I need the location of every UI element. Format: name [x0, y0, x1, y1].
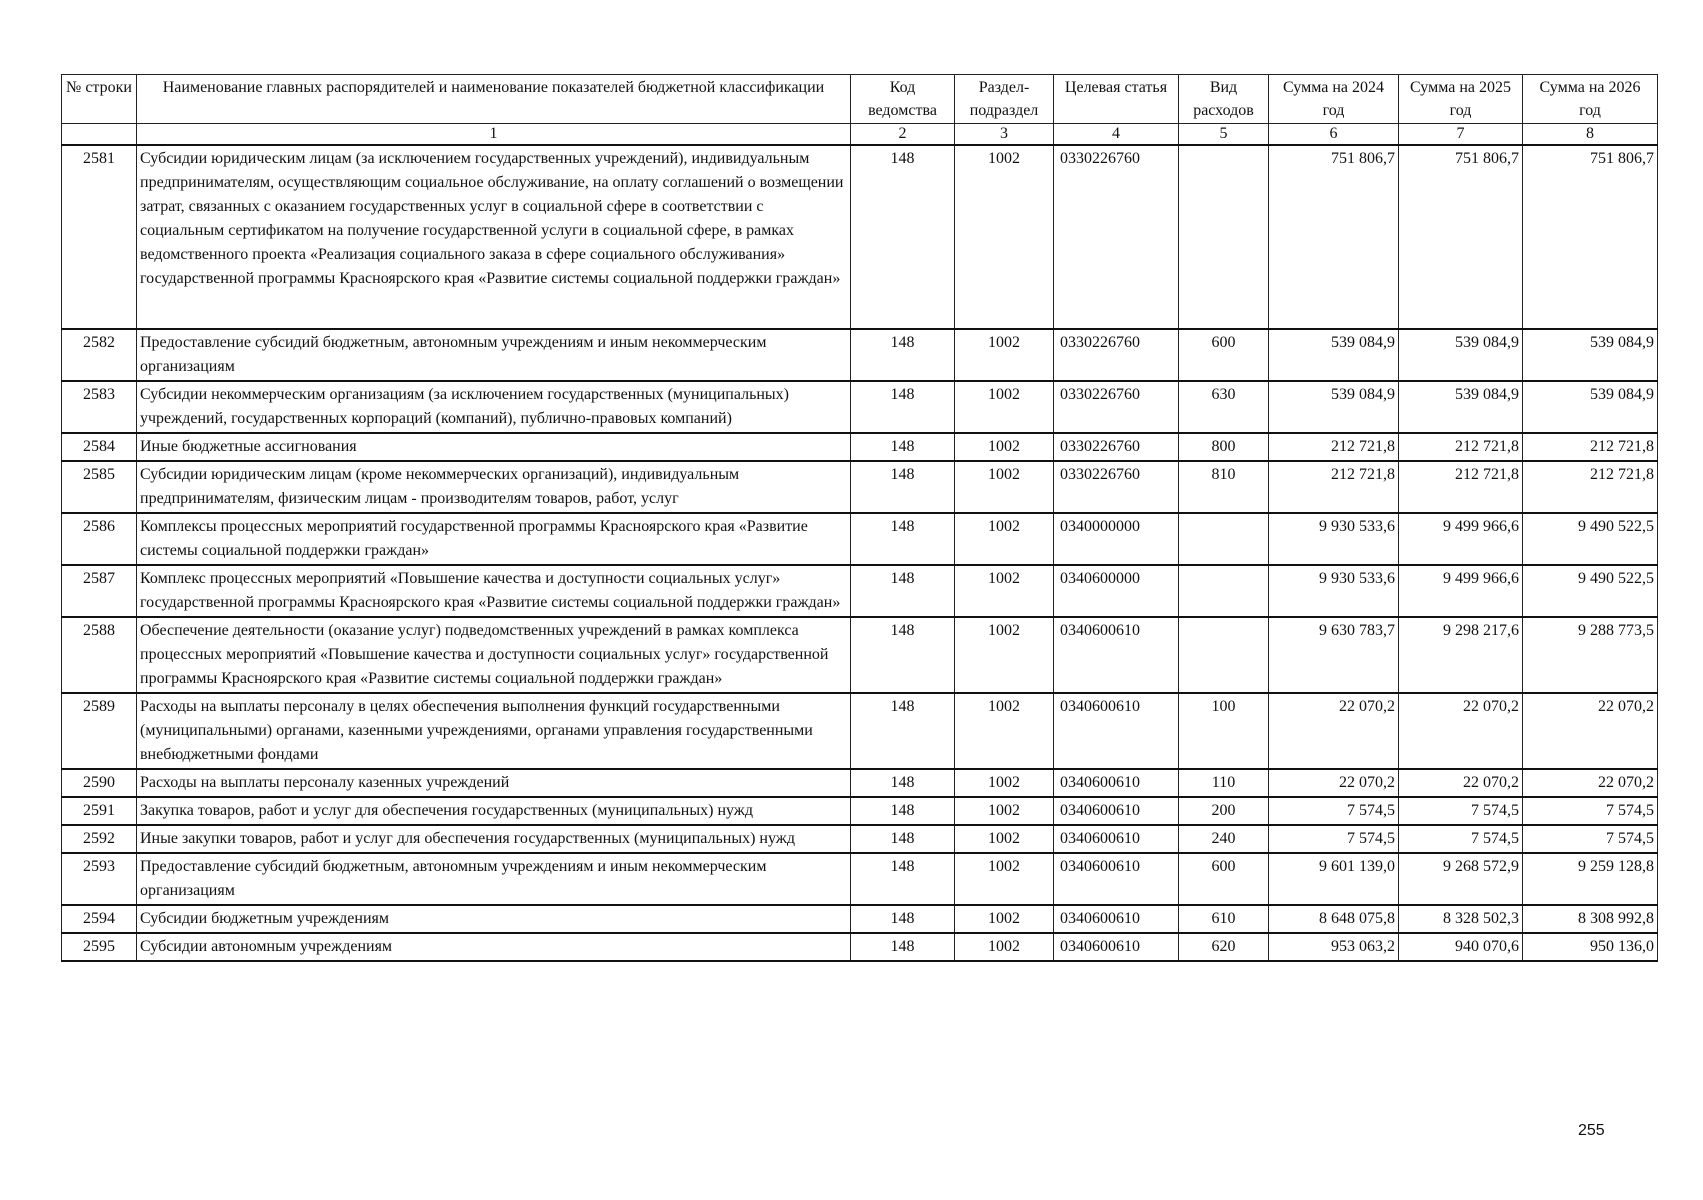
row-sum-2025: 539 084,9 — [1399, 329, 1523, 381]
table-row — [62, 381, 1658, 433]
header-sum-2026: Сумма на 2026 год — [1523, 75, 1658, 124]
row-sum-2025: 22 070,2 — [1399, 769, 1523, 797]
row-section: 1002 — [955, 461, 1054, 513]
header-row-no: № строки — [62, 75, 137, 124]
header-dept-code: Код ведомства — [851, 75, 955, 124]
col-number: 5 — [1179, 124, 1269, 146]
row-number: 2587 — [62, 565, 137, 617]
row-dept-code: 148 — [851, 617, 955, 693]
row-target: 0340600610 — [1054, 853, 1179, 905]
col-number: 8 — [1523, 124, 1658, 146]
row-number: 2584 — [62, 433, 137, 461]
row-sum-2024: 9 930 533,6 — [1269, 513, 1399, 565]
row-sum-2026: 950 136,0 — [1523, 933, 1658, 961]
row-dept-code: 148 — [851, 853, 955, 905]
row-sum-2026: 539 084,9 — [1523, 381, 1658, 433]
table-row — [62, 461, 1658, 513]
row-sum-2024: 539 084,9 — [1269, 381, 1399, 433]
row-sum-2024: 9 930 533,6 — [1269, 565, 1399, 617]
row-sum-2026: 7 574,5 — [1523, 797, 1658, 825]
row-sum-2026: 9 259 128,8 — [1523, 853, 1658, 905]
row-name: Иные закупки товаров, работ и услуг для обеспечения государственных (муниципальных) нужд — [137, 825, 851, 853]
row-sum-2025: 212 721,8 — [1399, 461, 1523, 513]
table-row — [62, 565, 1658, 617]
row-sum-2024: 9 630 783,7 — [1269, 617, 1399, 693]
row-number: 2586 — [62, 513, 137, 565]
row-section: 1002 — [955, 769, 1054, 797]
row-name: Комплексы процессных мероприятий государственной программы Красноярского края «Развитие системы социальной поддержки граждан» — [137, 513, 851, 565]
row-name: Субсидии бюджетным учреждениям — [137, 905, 851, 933]
table-row — [62, 905, 1658, 933]
row-exp-type — [1179, 513, 1269, 565]
row-target: 0340600610 — [1054, 905, 1179, 933]
row-section: 1002 — [955, 853, 1054, 905]
row-dept-code: 148 — [851, 461, 955, 513]
row-section: 1002 — [955, 905, 1054, 933]
row-target: 0330226760 — [1054, 145, 1179, 329]
row-sum-2026: 9 490 522,5 — [1523, 513, 1658, 565]
row-sum-2024: 953 063,2 — [1269, 933, 1399, 961]
row-name: Расходы на выплаты персоналу в целях обеспечения выполнения функций государственными (муниципальными) органами, казенными учреждениями, органами управления государственными внебюджетными фондами — [137, 693, 851, 769]
row-sum-2026: 539 084,9 — [1523, 329, 1658, 381]
header-target: Целевая статья — [1054, 75, 1179, 124]
row-number: 2590 — [62, 769, 137, 797]
row-target: 0340600610 — [1054, 825, 1179, 853]
row-target: 0330226760 — [1054, 433, 1179, 461]
row-sum-2024: 22 070,2 — [1269, 769, 1399, 797]
row-sum-2026: 212 721,8 — [1523, 433, 1658, 461]
row-dept-code: 148 — [851, 565, 955, 617]
col-number: 2 — [851, 124, 955, 146]
budget-table-sheet — [61, 74, 1657, 962]
table-row — [62, 145, 1658, 329]
row-exp-type: 240 — [1179, 825, 1269, 853]
header-sum-2024: Сумма на 2024 год — [1269, 75, 1399, 124]
row-section: 1002 — [955, 329, 1054, 381]
row-sum-2025: 8 328 502,3 — [1399, 905, 1523, 933]
row-sum-2026: 7 574,5 — [1523, 825, 1658, 853]
row-dept-code: 148 — [851, 825, 955, 853]
row-exp-type: 200 — [1179, 797, 1269, 825]
row-sum-2025: 7 574,5 — [1399, 797, 1523, 825]
row-section: 1002 — [955, 693, 1054, 769]
column-number-row — [62, 124, 1658, 146]
header-exp-type: Вид расходов — [1179, 75, 1269, 124]
row-section: 1002 — [955, 433, 1054, 461]
table-row — [62, 433, 1658, 461]
row-section: 1002 — [955, 513, 1054, 565]
row-target: 0330226760 — [1054, 329, 1179, 381]
row-exp-type — [1179, 565, 1269, 617]
row-exp-type: 110 — [1179, 769, 1269, 797]
table-row — [62, 513, 1658, 565]
row-sum-2025: 539 084,9 — [1399, 381, 1523, 433]
row-target: 0340600610 — [1054, 797, 1179, 825]
row-sum-2026: 212 721,8 — [1523, 461, 1658, 513]
table-row — [62, 933, 1658, 961]
row-number: 2591 — [62, 797, 137, 825]
row-name: Предоставление субсидий бюджетным, автономным учреждениям и иным некоммерческим организациям — [137, 853, 851, 905]
row-sum-2025: 9 268 572,9 — [1399, 853, 1523, 905]
row-number: 2588 — [62, 617, 137, 693]
row-sum-2025: 9 298 217,6 — [1399, 617, 1523, 693]
row-exp-type: 620 — [1179, 933, 1269, 961]
row-sum-2024: 8 648 075,8 — [1269, 905, 1399, 933]
row-name: Субсидии автономным учреждениям — [137, 933, 851, 961]
col-number: 1 — [137, 124, 851, 146]
row-sum-2024: 7 574,5 — [1269, 797, 1399, 825]
table-row — [62, 825, 1658, 853]
row-exp-type: 800 — [1179, 433, 1269, 461]
row-target: 0330226760 — [1054, 381, 1179, 433]
header-section: Раздел-подраздел — [955, 75, 1054, 124]
table-row — [62, 693, 1658, 769]
row-sum-2024: 212 721,8 — [1269, 433, 1399, 461]
col-number — [62, 124, 137, 146]
row-sum-2024: 751 806,7 — [1269, 145, 1399, 329]
row-exp-type: 810 — [1179, 461, 1269, 513]
row-sum-2024: 539 084,9 — [1269, 329, 1399, 381]
row-number: 2593 — [62, 853, 137, 905]
row-section: 1002 — [955, 145, 1054, 329]
row-target: 0330226760 — [1054, 461, 1179, 513]
row-exp-type: 630 — [1179, 381, 1269, 433]
row-sum-2025: 22 070,2 — [1399, 693, 1523, 769]
row-sum-2025: 7 574,5 — [1399, 825, 1523, 853]
row-section: 1002 — [955, 381, 1054, 433]
row-sum-2024: 7 574,5 — [1269, 825, 1399, 853]
row-dept-code: 148 — [851, 513, 955, 565]
row-number: 2589 — [62, 693, 137, 769]
row-sum-2026: 8 308 992,8 — [1523, 905, 1658, 933]
row-name: Закупка товаров, работ и услуг для обеспечения государственных (муниципальных) нужд — [137, 797, 851, 825]
row-section: 1002 — [955, 565, 1054, 617]
row-exp-type — [1179, 617, 1269, 693]
row-sum-2026: 9 288 773,5 — [1523, 617, 1658, 693]
row-number: 2583 — [62, 381, 137, 433]
table-row — [62, 797, 1658, 825]
header-name: Наименование главных распорядителей и наименование показателей бюджетной классификации — [137, 75, 851, 124]
row-name: Субсидии некоммерческим организациям (за исключением государственных (муниципальных) учреждений, государственных корпораций (компаний), публично-правовых компаний) — [137, 381, 851, 433]
table-row — [62, 329, 1658, 381]
row-dept-code: 148 — [851, 145, 955, 329]
row-name: Расходы на выплаты персоналу казенных учреждений — [137, 769, 851, 797]
row-dept-code: 148 — [851, 329, 955, 381]
row-exp-type: 100 — [1179, 693, 1269, 769]
row-sum-2024: 9 601 139,0 — [1269, 853, 1399, 905]
row-section: 1002 — [955, 617, 1054, 693]
header-row — [62, 75, 1658, 124]
header-sum-2025: Сумма на 2025 год — [1399, 75, 1523, 124]
row-target: 0340600610 — [1054, 617, 1179, 693]
row-exp-type: 610 — [1179, 905, 1269, 933]
table-row — [62, 769, 1658, 797]
row-dept-code: 148 — [851, 769, 955, 797]
col-number: 6 — [1269, 124, 1399, 146]
row-number: 2594 — [62, 905, 137, 933]
table-row — [62, 617, 1658, 693]
row-name: Иные бюджетные ассигнования — [137, 433, 851, 461]
row-number: 2581 — [62, 145, 137, 329]
row-sum-2026: 22 070,2 — [1523, 693, 1658, 769]
row-dept-code: 148 — [851, 797, 955, 825]
row-dept-code: 148 — [851, 381, 955, 433]
row-sum-2025: 940 070,6 — [1399, 933, 1523, 961]
row-number: 2582 — [62, 329, 137, 381]
row-target: 0340000000 — [1054, 513, 1179, 565]
row-number: 2595 — [62, 933, 137, 961]
row-dept-code: 148 — [851, 693, 955, 769]
col-number: 3 — [955, 124, 1054, 146]
row-sum-2024: 212 721,8 — [1269, 461, 1399, 513]
row-name: Комплекс процессных мероприятий «Повышение качества и доступности социальных услуг» государственной программы Красноярского края «Развитие системы социальной поддержки граждан» — [137, 565, 851, 617]
row-exp-type: 600 — [1179, 853, 1269, 905]
row-name: Субсидии юридическим лицам (кроме некоммерческих организаций), индивидуальным предпринимателям, физическим лицам - производителям товаров, работ, услуг — [137, 461, 851, 513]
budget-table — [61, 74, 1658, 962]
row-sum-2025: 212 721,8 — [1399, 433, 1523, 461]
page-number: 255 — [1578, 1122, 1605, 1139]
row-name: Субсидии юридическим лицам (за исключением государственных учреждений), индивидуальным предпринимателям, осуществляющим социальное обслуживание, на оплату соглашений о возмещении затрат, связанных с оказанием государственных услуг в социальной сфере в соответствии с социальным сертификатом на получение государственной услуги в социальной сфере, в рамках ведомственного проекта «Реализация социального заказа в сфере социального обслуживания» государственной программы Красноярского края «Развитие системы социальной поддержки граждан» — [137, 145, 851, 329]
row-section: 1002 — [955, 825, 1054, 853]
row-sum-2026: 751 806,7 — [1523, 145, 1658, 329]
row-sum-2026: 9 490 522,5 — [1523, 565, 1658, 617]
row-name: Предоставление субсидий бюджетным, автономным учреждениям и иным некоммерческим организациям — [137, 329, 851, 381]
row-section: 1002 — [955, 933, 1054, 961]
table-row — [62, 853, 1658, 905]
col-number: 4 — [1054, 124, 1179, 146]
row-sum-2024: 22 070,2 — [1269, 693, 1399, 769]
row-sum-2025: 9 499 966,6 — [1399, 513, 1523, 565]
row-section: 1002 — [955, 797, 1054, 825]
row-sum-2025: 9 499 966,6 — [1399, 565, 1523, 617]
row-sum-2026: 22 070,2 — [1523, 769, 1658, 797]
row-target: 0340600610 — [1054, 769, 1179, 797]
row-target: 0340600000 — [1054, 565, 1179, 617]
row-number: 2592 — [62, 825, 137, 853]
row-dept-code: 148 — [851, 905, 955, 933]
row-target: 0340600610 — [1054, 933, 1179, 961]
row-sum-2025: 751 806,7 — [1399, 145, 1523, 329]
row-exp-type — [1179, 145, 1269, 329]
row-name: Обеспечение деятельности (оказание услуг) подведомственных учреждений в рамках комплекса процессных мероприятий «Повышение качества и доступности социальных услуг» государственной программы Красноярского края «Развитие системы социальной поддержки граждан» — [137, 617, 851, 693]
row-target: 0340600610 — [1054, 693, 1179, 769]
row-number: 2585 — [62, 461, 137, 513]
row-dept-code: 148 — [851, 933, 955, 961]
col-number: 7 — [1399, 124, 1523, 146]
row-dept-code: 148 — [851, 433, 955, 461]
row-exp-type: 600 — [1179, 329, 1269, 381]
